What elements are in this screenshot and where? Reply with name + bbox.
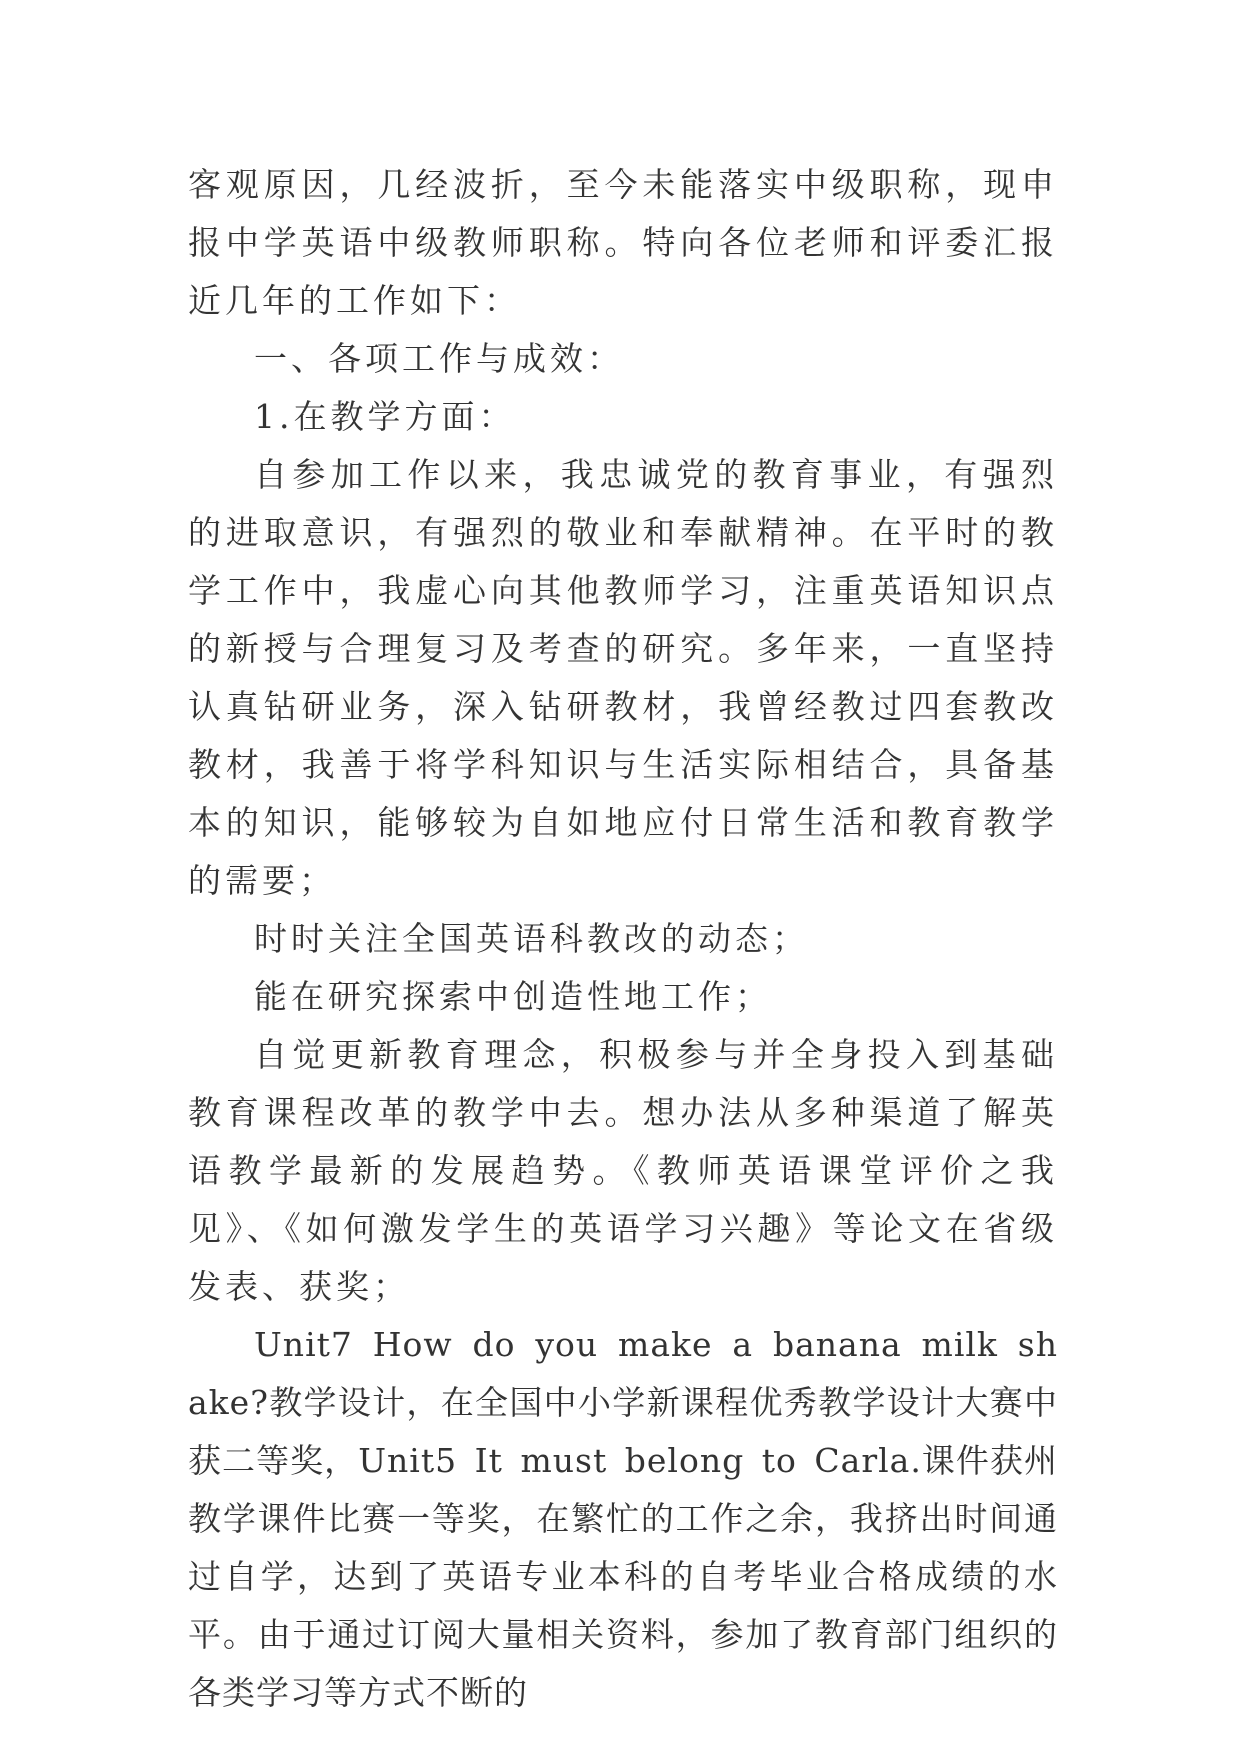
subheading-teaching: 1.在教学方面： [254, 397, 516, 436]
paragraph-reform-attention: 时时关注全国英语科教改的动态； [254, 919, 809, 958]
document-body [188, 156, 1058, 1722]
paragraph-creative-work: 能在研究探索中创造性地工作； [254, 977, 772, 1016]
paragraph-education-philosophy: 自觉更新教育理念，积极参与并全身投入到基础教育课程改革的教学中去。想办法从多种渠道了解英语教学最新的发展趋势。《教师英语课堂评价之我见》、《如何激发学生的英语学习兴趣》等论文在省级发表、获奖； [188, 1035, 1058, 1306]
paragraph-teaching-dedication: 自参加工作以来，我忠诚党的教育事业，有强烈的进取意识，有强烈的敬业和奉献精神。在平时的教学工作中，我虚心向其他教师学习，注重英语知识点的新授与合理复习及考查的研究。多年来，一直坚持认真钻研业务，深入钻研教材，我曾经教过四套教改教材，我善于将学科知识与生活实际相结合，具备基本的知识，能够较为自如地应付日常生活和教育教学的需要； [188, 455, 1058, 900]
section-heading-work-results: 一、各项工作与成效： [254, 339, 624, 378]
paragraph-awards: Unit7 How do you make a banana milk shake?教学设计，在全国中小学新课程优秀教学设计大赛中获二等奖，Unit5 It must belong to Carla.课件获州教学课件比赛一等奖，在繁忙的工作之余，我挤出时间通过自学，达到了英语专业本科的自考毕业合格成绩的水平。由于通过订阅大量相关资料，参加了教育部门组织的各类学习等方式不断的 [188, 1325, 1058, 1712]
paragraph-intro-continuation: 客观原因，几经波折，至今未能落实中级职称，现申报中学英语中级教师职称。特向各位老师和评委汇报近几年的工作如下： [188, 165, 1058, 320]
